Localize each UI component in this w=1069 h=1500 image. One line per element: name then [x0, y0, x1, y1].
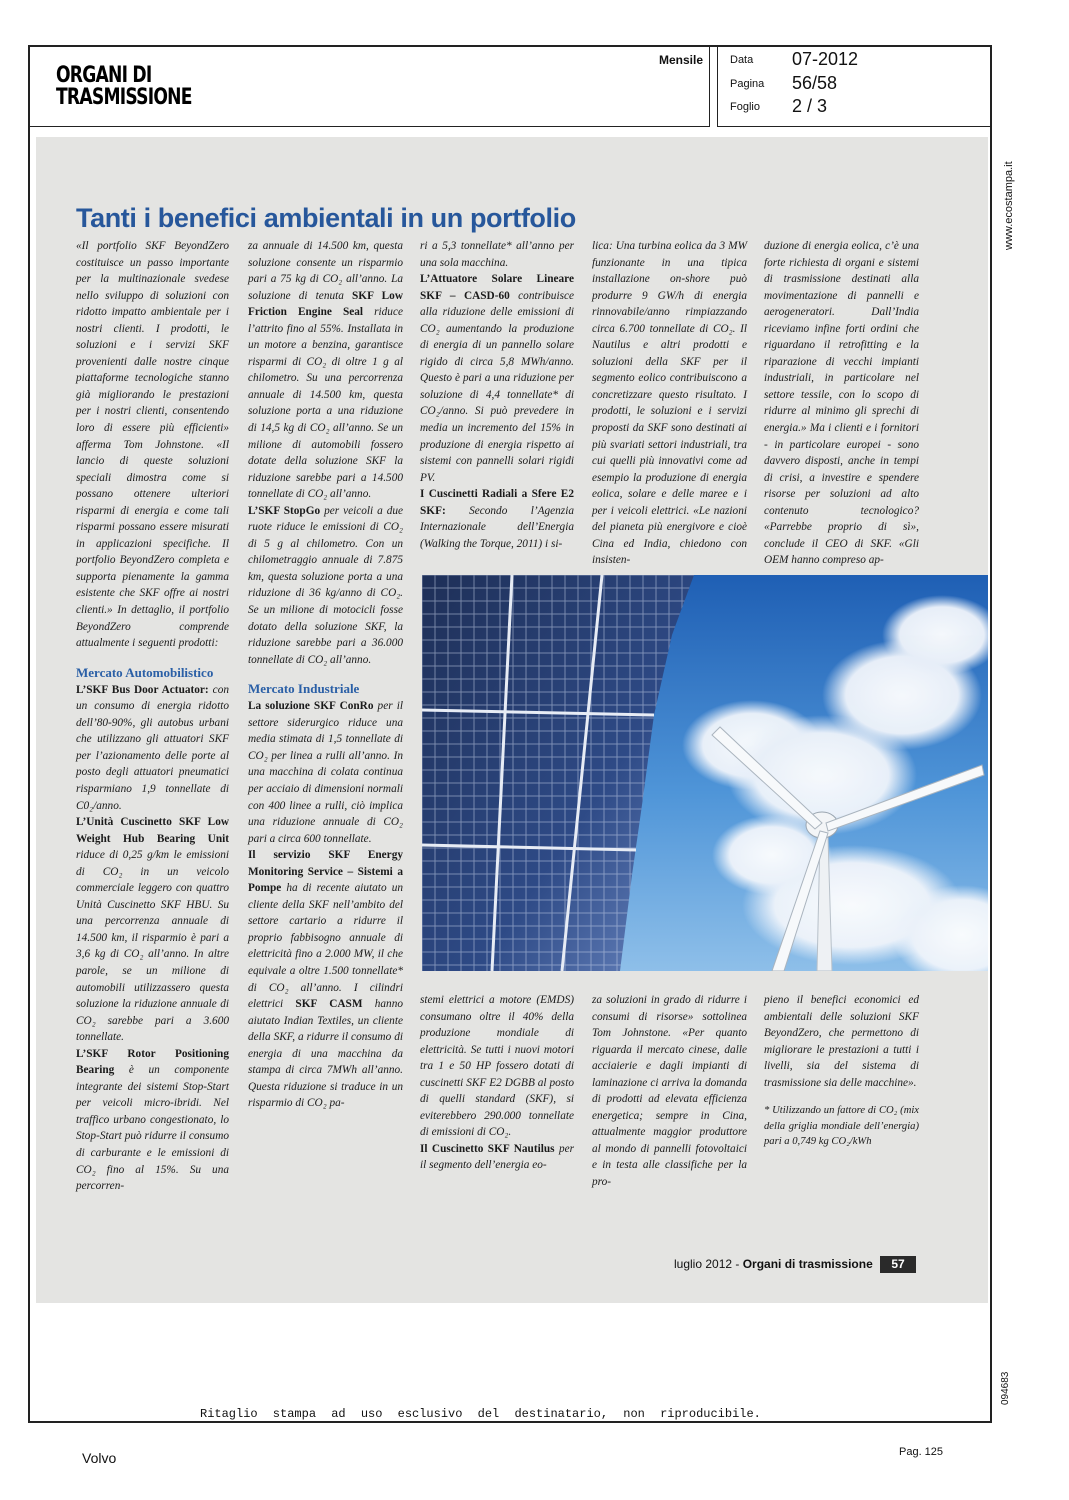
product-name: L’SKF StopGo	[248, 504, 321, 517]
product-text: per il settore siderurgico riduce una media stimata di 1,5 tonnellate di CO₂ per linea a rulli all’anno. In una macchina di colata continua per acciaio di dimensioni normali con 400 linee a rulli, ciò implica una riduzione annuale di CO₂ pari a circa 600 tonnellate.	[248, 700, 403, 845]
paragraph	[420, 1141, 574, 1174]
magazine-logo	[56, 65, 192, 109]
issue-info	[717, 47, 992, 127]
paragraph	[76, 1046, 229, 1195]
client-name: Volvo	[82, 1450, 117, 1466]
paragraph	[248, 698, 403, 847]
product-name: I Cuscinetti Radiali a Sfere E2 SKF:	[420, 488, 574, 517]
page-label: Pag. 125	[899, 1446, 944, 1458]
data-value: 07-2012	[792, 49, 859, 69]
solar-wind-photo	[422, 575, 988, 971]
paragraph	[76, 682, 229, 814]
frequency-label: Mensile	[658, 53, 703, 67]
paragraph: za soluzioni in grado di ridurre i consumi di risorse» sottolinea Tom Johnstone. «Per quanto riguarda il mercato cinese, dalle acciaierie e dagli impianti di laminazione ci arriva la domanda di prodotti ad elevata efficienza energetica; sempre in Cina, attualmente maggior produttore al mondo di pannelli fotovoltaici e in testa alle classifiche per la pro-	[592, 994, 747, 1189]
copyright-notice: Ritaglio stampa ad uso esclusivo del destinatario, non riproducibile.	[200, 1407, 761, 1421]
article-headline: Tanti i benefici ambientali in un portfolio	[76, 203, 576, 233]
side-code-text: 094683	[1000, 1371, 1011, 1405]
logo-line-1: ORGANI DI	[56, 63, 152, 88]
product-text: contribuisce alla riduzione delle emissioni di CO₂ aumentando la produzione di energia di un pannello solare rigido di circa 5,8 MWh/anno. Questo è pari a una riduzione per soluzione di 4,4 tonnellate* di CO₂/anno. Si può prevedere in media un incremento del 15% in produzione di energia rispetto ai sistemi con pannelli solari rigidi PV.	[420, 289, 575, 484]
paragraph	[248, 503, 403, 668]
side-url	[1003, 140, 1017, 250]
article-column-4-top	[592, 238, 747, 569]
product-name: L’SKF Bus Door Actuator:	[76, 683, 209, 696]
section-heading-industrial: Mercato Industriale	[248, 681, 360, 697]
product-name: L’Unità Cuscinetto SKF Low Weight Hub Bearing Unit	[76, 816, 229, 845]
article-column-3-bottom	[420, 992, 574, 1174]
logo-line-2: TRASMISSIONE	[56, 85, 192, 110]
product-name: SKF CASM	[295, 998, 363, 1011]
product-text: per veicoli a due ruote riduce le emissioni di CO₂ di 5 g al chilometro. Con un chilometraggio annuale di 7.875 km, questa soluzione porta a una riduzione di 36 kg/anno di CO₂. Se un milione di motocicli fosse dotato della soluzione SKF, la riduzione sarebbe pari a 36.000 tonnellate di CO₂ all’anno.	[248, 504, 404, 666]
section-heading-auto: Mercato Automobilistico	[76, 664, 214, 680]
paragraph: pieno il benefici economici ed ambientali delle soluzioni SKF BeyondZero, che permettono di migliorare le prestazioni a tutti i livelli, sia del sistema di trasmissione sia delle macchine».	[764, 994, 919, 1089]
article-column-1	[76, 238, 229, 1195]
pagina-label: Pagina	[730, 78, 765, 90]
side-code	[1000, 1355, 1014, 1410]
product-name: Il Cuscinetto SKF Nautilus	[420, 1142, 555, 1155]
product-text: hanno aiutato Indian Textiles, un cliente della SKF, a ridurre il consumo di energia di una macchina da stampa di circa 7MWh all’anno. Questa riduzione si traduce in un risparmio di CO₂ pa-	[248, 998, 403, 1110]
side-url-text: www.ecostampa.it	[1003, 161, 1015, 250]
paragraph: lica: Una turbina eolica da 3 MW funzionante in una tipica installazione on-shore può produrre 9 GW/h di energia rinnovabile/anno rimpiazzando circa 6.700 tonnellate di CO₂. Il Nautilus e altri prodotti e soluzioni della SKF per il segmento eolico contribuiscono a concretizzare questo risultato. I prodotti, le soluzioni e i servizi proposti da SKF sono destinati ai più svariati settori industriali, tra cui quelli più innovativi come ad esempio la produzione di energia eolica, solare e delle maree e i per i veicoli elettrici. «Le nazioni del pianeta più energivore e cioè Cina ed India, chiedono con insisten-	[592, 240, 747, 567]
masthead	[30, 47, 710, 127]
product-text: Secondo l’Agenzia Internazionale dell’Energia (Walking the Torque, 2011) i si-	[420, 504, 574, 550]
product-text: con un consumo di energia ridotto dell’80-90%, gli autobus urbani che utilizzano gli attuatori SKF per l’azionamento delle porte al posto degli attuatori pneumatici risparmiano 1,9 tonnellate di C0₂/anno.	[76, 683, 229, 812]
footnote: * Utilizzando un fattore di CO₂ (mix della griglia mondiale dell’energia) pari a 0,749 kg CO₂/kWh	[764, 1105, 919, 1148]
product-name: Il servizio SKF Energy Monitoring Service – Sistemi a Pompe	[248, 849, 403, 895]
pagina-value: 56/58	[792, 73, 838, 93]
product-text: riduce di 0,25 g/km le emissioni di CO₂ in un veicolo commerciale leggero con quattro Unità Cuscinetto SKF HBU. Su una percorrenza annuale di 14.500 km, il risparmio è pari a 3,6 kg di CO₂ all’anno. In altre parole, se un milione di automobili utilizzassero questa soluzione la riduzione annuale di CO₂ sarebbe pari a 3.600 tonnellate.	[76, 849, 229, 1044]
page-number-badge: 57	[880, 1256, 916, 1273]
footer-date: luglio 2012 -	[674, 1257, 743, 1271]
data-label: Data	[730, 54, 754, 66]
photo-illustration	[422, 575, 988, 971]
paragraph	[248, 238, 403, 503]
page-footer	[674, 1257, 873, 1271]
article-page	[36, 137, 988, 1303]
paragraph: «Il portfolio SKF BeyondZero costituisce un passo importante per la multinazionale svedese nello sviluppo di soluzioni con ridotto impatto ambientale per i nostri clienti. I prodotti, le soluzioni e i servizi SKF provenienti dalle nostre cinque piattaforme tecnologiche stanno già migliorando le prestazioni per i nostri clienti, consentendo loro di essere più efficienti» afferma Tom Johnstone. «Il lancio di queste soluzioni speciali dimostra come si possano ottenere ulteriori risparmi di energia e come tali risparmi possano essere misurati in applicazioni specifiche. Il portfolio BeyondZero completa e supporta pienamente la gamma esistente che SKF offre ai nostri clienti.» In dettaglio, il portfolio BeyondZero comprende attualmente i seguenti prodotti:	[76, 240, 229, 650]
paragraph	[420, 271, 574, 486]
product-name: L’SKF Rotor Positioning Bearing	[76, 1047, 229, 1077]
article-column-3-top	[420, 238, 574, 552]
foglio-value: 2 / 3	[792, 96, 828, 116]
product-text: è un componente integrante dei sistemi Stop-Start per veicoli micro-ibridi. Nel traffico urbano congestionato, lo Stop-Start può ridurre il consumo di carburante e le emissioni di CO₂ fino al 15%. Su una percorren-	[76, 1064, 229, 1193]
article-column-2	[248, 238, 403, 1112]
product-name: La soluzione SKF ConRo	[248, 700, 374, 713]
footer-magazine: Organi di trasmissione	[742, 1257, 873, 1271]
paragraph	[76, 814, 229, 1046]
article-column-5-bottom	[764, 992, 919, 1150]
paragraph: stemi elettrici a motore (EMDS) consumano oltre il 40% della produzione mondiale di elettricità. Se tutti i nuovi motori tra 1 e 50 HP fossero dotati di cuscinetti SKF E2 DGBB al posto di quelli standard (SKF), si eviterebbero 290.000 tonnellate di emissioni di CO₂.	[420, 994, 574, 1139]
product-name: SKF Low Friction Engine Seal	[248, 289, 403, 319]
article-column-5-top	[764, 238, 919, 569]
product-text: per il segmento dell’energia eo-	[420, 1142, 575, 1172]
paragraph	[248, 847, 403, 1112]
product-name: L’Attuatore Solare Lineare SKF – CASD-60	[420, 273, 574, 302]
article-column-4-bottom	[592, 992, 747, 1191]
text: za annuale di 14.500 km, questa soluzione consente un risparmio pari a 75 kg di CO₂ all’anno. La soluzione di tenuta	[248, 240, 403, 302]
product-text: riduce l’attrito fino al 55%. Installata in un motore a benzina, garantisce risparmi di CO₂ di oltre 1 g al chilometro. Su una percorrenza annuale di 14.500 km, questa soluzione porta a una riduzione di 14,5 kg di CO₂ all’anno. Se un milione di automobili fossero dotate della soluzione SKF la riduzione sarebbe pari a 14.500 tonnellate di CO₂ all’anno.	[248, 306, 403, 501]
product-text: ha di recente aiutato un cliente della SKF nell’ambito del settore cartario a ridurre il proprio fabbisogno annuale di elettricità fino a 2.000 MW, il che equivale a oltre 1.500 tonnellate* di CO₂ all’anno. I cilindri elettrici	[248, 882, 403, 1011]
foglio-label: Foglio	[730, 101, 760, 113]
paragraph: duzione di energia eolica, c’è una forte richiesta di organi e sistemi di trasmissione destinati alla movimentazione di pannelli e aerogeneratori. Dall’India riceviamo infine forti ordini che riguardano il retrofitting e la riparazione di vecchi impianti industriali, in particolare nel settore tessile, con lo scopo di ridurre al minimo gli sprechi di energia.» Ma i clienti e i fornitori - in particolare europei - sono davvero disposti, anche in tempi di crisi, a investire e spendere risorse per soluzioni ad alto contenuto tecnologico? «Parrebbe proprio di sì», conclude il CEO di SKF. «Gli OEM hanno compreso ap-	[764, 240, 919, 567]
paragraph: ri a 5,3 tonnellate* all’anno per una sola macchina.	[420, 240, 574, 269]
paragraph	[420, 486, 574, 552]
